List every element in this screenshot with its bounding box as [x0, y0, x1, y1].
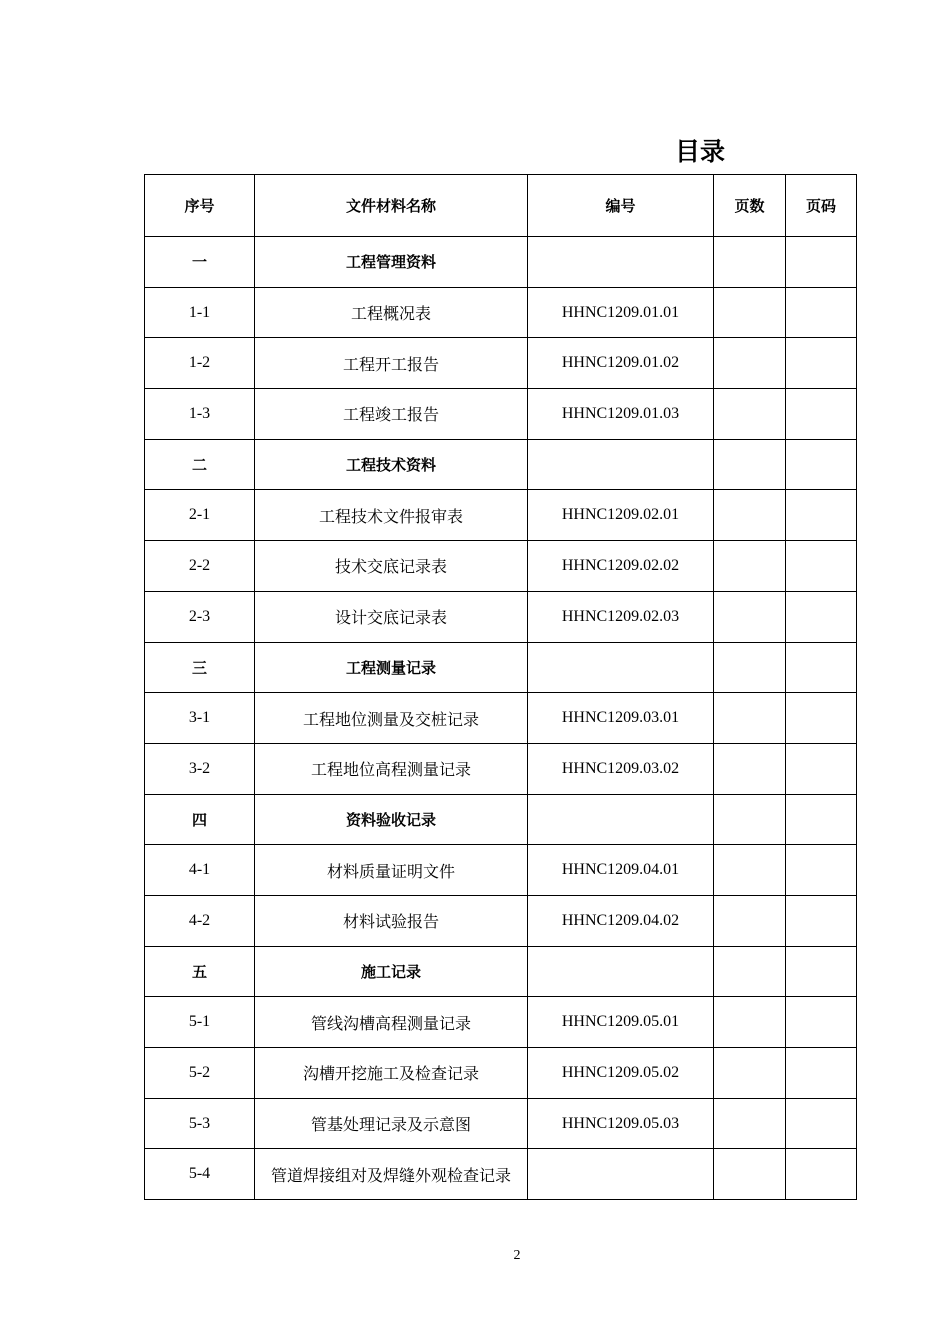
- page-no-cell: [786, 794, 857, 845]
- code-cell: [528, 794, 714, 845]
- section-row: [145, 237, 857, 288]
- pages-cell: [714, 490, 786, 541]
- pages-cell: [714, 1098, 786, 1149]
- seq-cell: 5-2: [145, 1048, 255, 1099]
- seq-cell: 2-2: [145, 541, 255, 592]
- code-cell: HHNC1209.01.01: [528, 287, 714, 338]
- code-cell: HHNC1209.02.01: [528, 490, 714, 541]
- section-row: [145, 794, 857, 845]
- seq-cell: 5-1: [145, 997, 255, 1048]
- pages-cell: [714, 591, 786, 642]
- code-cell: HHNC1209.01.03: [528, 389, 714, 440]
- pages-cell: [714, 1149, 786, 1200]
- table-row: [145, 490, 857, 541]
- name-cell: 工程测量记录: [255, 642, 528, 693]
- code-cell: [528, 642, 714, 693]
- seq-cell: 三: [145, 642, 255, 693]
- seq-cell: 2-3: [145, 591, 255, 642]
- name-cell: 材料试验报告: [255, 895, 528, 946]
- page-no-cell: [786, 743, 857, 794]
- table-row: [145, 541, 857, 592]
- toc-table: [144, 174, 857, 1200]
- code-cell: HHNC1209.03.01: [528, 693, 714, 744]
- header-page-no: 页码: [786, 175, 857, 237]
- name-cell: 设计交底记录表: [255, 591, 528, 642]
- seq-cell: 五: [145, 946, 255, 997]
- code-cell: [528, 439, 714, 490]
- name-cell: 沟槽开挖施工及检查记录: [255, 1048, 528, 1099]
- seq-cell: 1-2: [145, 338, 255, 389]
- code-cell: HHNC1209.02.02: [528, 541, 714, 592]
- page-no-cell: [786, 997, 857, 1048]
- table-row: [145, 895, 857, 946]
- pages-cell: [714, 1048, 786, 1099]
- name-cell: 资料验收记录: [255, 794, 528, 845]
- page-no-cell: [786, 287, 857, 338]
- pages-cell: [714, 946, 786, 997]
- header-row: [145, 175, 857, 237]
- name-cell: 工程技术文件报审表: [255, 490, 528, 541]
- name-cell: 材料质量证明文件: [255, 845, 528, 896]
- pages-cell: [714, 845, 786, 896]
- name-cell: 工程地位高程测量记录: [255, 743, 528, 794]
- code-cell: HHNC1209.01.02: [528, 338, 714, 389]
- page-no-cell: [786, 845, 857, 896]
- code-cell: HHNC1209.03.02: [528, 743, 714, 794]
- pages-cell: [714, 693, 786, 744]
- pages-cell: [714, 997, 786, 1048]
- page-no-cell: [786, 490, 857, 541]
- table-row: [145, 1048, 857, 1099]
- seq-cell: 1-1: [145, 287, 255, 338]
- page-no-cell: [786, 693, 857, 744]
- table-row: [145, 845, 857, 896]
- code-cell: [528, 946, 714, 997]
- header-code: 编号: [528, 175, 714, 237]
- page-no-cell: [786, 338, 857, 389]
- page-no-cell: [786, 642, 857, 693]
- pages-cell: [714, 794, 786, 845]
- seq-cell: 5-4: [145, 1149, 255, 1200]
- name-cell: 工程管理资料: [255, 237, 528, 288]
- table-row: [145, 693, 857, 744]
- pages-cell: [714, 541, 786, 592]
- seq-cell: 3-1: [145, 693, 255, 744]
- seq-cell: 5-3: [145, 1098, 255, 1149]
- name-cell: 管道焊接组对及焊缝外观检查记录: [255, 1149, 528, 1200]
- pages-cell: [714, 642, 786, 693]
- code-cell: [528, 1149, 714, 1200]
- page-no-cell: [786, 1048, 857, 1099]
- table-row: [145, 1098, 857, 1149]
- page-no-cell: [786, 591, 857, 642]
- page-no-cell: [786, 946, 857, 997]
- code-cell: HHNC1209.05.02: [528, 1048, 714, 1099]
- table-row: [145, 338, 857, 389]
- table-row: [145, 591, 857, 642]
- seq-cell: 二: [145, 439, 255, 490]
- seq-cell: 四: [145, 794, 255, 845]
- table-row: [145, 743, 857, 794]
- pages-cell: [714, 895, 786, 946]
- header-pages: 页数: [714, 175, 786, 237]
- name-cell: 管基处理记录及示意图: [255, 1098, 528, 1149]
- page-number: 2: [513, 1248, 521, 1263]
- seq-cell: 3-2: [145, 743, 255, 794]
- name-cell: 工程开工报告: [255, 338, 528, 389]
- section-row: [145, 642, 857, 693]
- toc-body: [145, 237, 857, 1200]
- document-title: 目录: [674, 137, 725, 166]
- table-row: [145, 997, 857, 1048]
- page-no-cell: [786, 1149, 857, 1200]
- table-row: [145, 287, 857, 338]
- name-cell: 工程竣工报告: [255, 389, 528, 440]
- pages-cell: [714, 287, 786, 338]
- section-row: [145, 439, 857, 490]
- pages-cell: [714, 338, 786, 389]
- page-no-cell: [786, 895, 857, 946]
- pages-cell: [714, 237, 786, 288]
- section-row: [145, 946, 857, 997]
- page-no-cell: [786, 541, 857, 592]
- code-cell: HHNC1209.05.03: [528, 1098, 714, 1149]
- page-no-cell: [786, 389, 857, 440]
- page-no-cell: [786, 1098, 857, 1149]
- name-cell: 工程地位测量及交桩记录: [255, 693, 528, 744]
- code-cell: HHNC1209.04.02: [528, 895, 714, 946]
- code-cell: HHNC1209.02.03: [528, 591, 714, 642]
- table-row: [145, 389, 857, 440]
- header-seq: 序号: [145, 175, 255, 237]
- code-cell: [528, 237, 714, 288]
- code-cell: HHNC1209.04.01: [528, 845, 714, 896]
- seq-cell: 1-3: [145, 389, 255, 440]
- page-no-cell: [786, 439, 857, 490]
- seq-cell: 4-2: [145, 895, 255, 946]
- pages-cell: [714, 743, 786, 794]
- seq-cell: 4-1: [145, 845, 255, 896]
- name-cell: 施工记录: [255, 946, 528, 997]
- name-cell: 技术交底记录表: [255, 541, 528, 592]
- name-cell: 工程概况表: [255, 287, 528, 338]
- seq-cell: 2-1: [145, 490, 255, 541]
- name-cell: 管线沟槽高程测量记录: [255, 997, 528, 1048]
- pages-cell: [714, 439, 786, 490]
- seq-cell: 一: [145, 237, 255, 288]
- name-cell: 工程技术资料: [255, 439, 528, 490]
- code-cell: HHNC1209.05.01: [528, 997, 714, 1048]
- pages-cell: [714, 389, 786, 440]
- page-no-cell: [786, 237, 857, 288]
- header-name: 文件材料名称: [255, 175, 528, 237]
- table-row: [145, 1149, 857, 1200]
